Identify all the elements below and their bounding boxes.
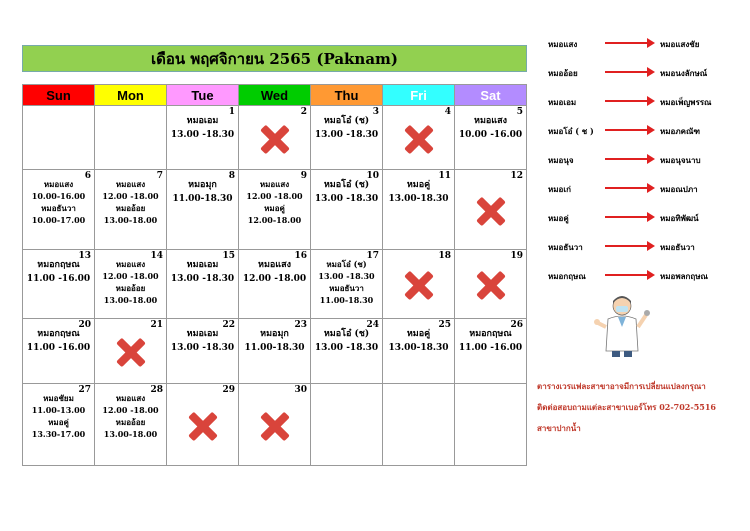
doctor-name: หมอธันวา [41,203,76,213]
short-name: หมออ้อย [548,68,578,78]
doctor-name: หมอแสง [259,179,290,189]
shift-time: 11.00-18.30 [319,295,374,305]
doctor-name: หมอแสง [43,179,74,189]
shift-time: 10.00-16.00 [31,191,86,201]
day-number: 22 [222,320,235,330]
calendar-day-cell [95,106,167,170]
calendar-day-cell [383,250,455,319]
legend-row [548,33,748,62]
calendar-day-cell [311,384,383,466]
day-number: 13 [78,251,91,261]
shift-info [95,170,166,226]
short-name: หมอธันวา [548,242,583,252]
doctor-name: หมอโอ๋ (ช) [323,180,370,190]
calendar-week-row [23,106,527,170]
doctor-name: หมอคู่ [264,203,285,213]
doctor-name: หมอคู่ [48,417,69,427]
day-number: 24 [366,320,379,330]
shift-time: 13.00 -18.30 [314,343,379,353]
shift-time: 12.00-18.00 [247,215,302,225]
legend-row [548,178,748,207]
calendar-day-cell [95,319,167,384]
shift-time: 13.30-17.00 [31,429,86,439]
calendar-day-cell [383,319,455,384]
full-name: หมอทิพัฒน์ [660,213,699,223]
doctor-name: หมอเอม [186,260,219,270]
short-name: หมอนุจ [548,155,574,165]
doctor-name: หมอมุก [188,180,217,190]
calendar-day-cell [311,106,383,170]
doctor-name: หมอคู่ [406,180,431,190]
doctor-name: หมออ้อย [115,417,146,427]
day-header-sun: Sun [23,85,95,106]
legend-row [548,207,748,236]
calendar-day-cell [23,250,95,319]
doctor-name: หมอกฤษณ [37,329,80,339]
calendar-day-cell [455,319,527,384]
legend-row [548,149,748,178]
calendar-day-cell [383,106,455,170]
doctor-name: หมอธันวา [329,283,364,293]
doctor-name: หมออ้อย [115,203,146,213]
closed-x-icon [404,271,434,301]
day-number: 27 [78,385,91,395]
legend-row [548,265,748,294]
doctor-name: หมอแสง [115,179,146,189]
calendar-day-cell [95,384,167,466]
closed-x-icon [404,124,434,154]
branch-note: สาขาปากน้ำ [537,423,581,433]
day-number: 21 [150,320,163,330]
arrow-right-icon [605,71,653,73]
full-name: หมอธันวา [660,242,695,252]
doctor-name: หมอแสง [258,260,291,270]
calendar-day-cell [23,384,95,466]
shift-time: 13.00-18.00 [103,295,158,305]
shift-time: 13.00 -18.30 [170,343,235,353]
full-name: หมอแสงชัย [660,39,700,49]
doctor-name-legend [548,33,748,294]
doctor-name: หมอโอ๋ (ช) [326,259,367,269]
calendar-day-cell [95,250,167,319]
closed-x-icon [116,338,146,368]
day-number: 26 [510,320,523,330]
day-number: 12 [510,171,523,181]
day-number: 2 [300,107,307,117]
calendar-day-cell [167,319,239,384]
full-name: หมอณปภา [660,184,698,194]
arrow-right-icon [605,274,653,276]
calendar-day-cell [311,319,383,384]
doctor-name: หมอมุก [260,329,289,339]
closed-x-icon [476,271,506,301]
shift-time: 13.00 -18.30 [170,274,235,284]
shift-time: 13.00 -18.30 [318,271,375,281]
doctor-name: หมอแสง [474,116,507,126]
doctor-name: หมอโอ๋ (ช) [323,329,370,339]
shift-time: 12.00 -18.00 [242,274,307,284]
full-name: หมอนงลักษณ์ [660,68,708,78]
day-number: 20 [78,320,91,330]
shift-info [311,106,382,142]
day-header-sat: Sat [455,85,527,106]
calendar-day-cell [383,170,455,250]
doctor-name: หมอกฤษณ [469,329,512,339]
legend-row [548,91,748,120]
shift-info [455,106,526,142]
day-number: 30 [294,385,307,395]
arrow-right-icon [605,245,653,247]
calendar-week-row [23,250,527,319]
shift-time: 13.00 -18.30 [314,130,379,140]
calendar-day-cell [311,250,383,319]
shift-info [239,170,310,226]
day-number: 7 [156,171,163,181]
shift-time: 12.00 -18.00 [102,271,159,281]
shift-time: 11.00-13.00 [31,405,86,415]
shift-time: 11.00-18.30 [244,343,305,353]
day-number: 23 [294,320,307,330]
closed-x-icon [260,124,290,154]
calendar-day-cell [239,106,311,170]
shift-time: 13.00-18.00 [103,215,158,225]
day-header-tue: Tue [167,85,239,106]
calendar [22,45,527,466]
doctor-name: หมอคู่ [406,329,431,339]
shift-time: 13.00-18.30 [388,343,449,353]
day-number: 4 [444,107,451,117]
doctor-name: หมอชัยม [43,393,74,403]
short-name: หมอกฤษณ [548,271,586,281]
calendar-day-cell [455,170,527,250]
arrow-right-icon [605,42,653,44]
short-name: หมอคู่ [548,213,569,223]
shift-info [167,106,238,142]
legend-row [548,62,748,91]
calendar-day-cell [23,106,95,170]
doctor-name: หมอแสง [115,393,146,403]
shift-time: 13.00 -18.30 [170,130,235,140]
day-header-mon: Mon [95,85,167,106]
short-name: หมอเก่ [548,184,571,194]
shift-time: 12.00 -18.00 [102,405,159,415]
calendar-day-cell [167,170,239,250]
full-name: หมอพลกฤษณ [660,271,708,281]
doctor-name: หมอเอม [186,116,219,126]
shift-time: 13.00-18.00 [103,429,158,439]
day-number: 18 [438,251,451,261]
day-number: 3 [372,107,379,117]
shift-time: 11.00 -16.00 [26,343,91,353]
closed-x-icon [476,196,506,226]
day-number: 25 [438,320,451,330]
calendar-day-cell [239,319,311,384]
arrow-right-icon [605,129,653,131]
calendar-day-cell [167,250,239,319]
calendar-day-cell [167,384,239,466]
calendar-day-cell [383,384,455,466]
calendar-day-cell [167,106,239,170]
full-name: หมอนุจนาบ [660,155,701,165]
calendar-day-cell [23,170,95,250]
shift-time: 10.00 -16.00 [458,130,523,140]
day-number: 8 [228,171,235,181]
day-number: 1 [228,107,235,117]
day-header-thu: Thu [311,85,383,106]
closed-x-icon [188,411,218,441]
shift-time: 12.00 -18.00 [246,191,303,201]
day-number: 9 [300,171,307,181]
day-number: 11 [438,171,451,181]
calendar-day-cell [455,250,527,319]
doctor-name: หมออ้อย [115,283,146,293]
closed-x-icon [260,411,290,441]
legend-row [548,236,748,265]
shift-time: 11.00-18.30 [172,194,233,204]
calendar-day-cell [311,170,383,250]
full-name: หมอภคณัฑ [660,126,701,136]
legend-row [548,120,748,149]
short-name: หมอเอม [548,97,577,107]
calendar-day-cell [239,250,311,319]
day-number: 19 [510,251,523,261]
doctor-name: หมอเอม [186,329,219,339]
day-number: 29 [222,385,235,395]
calendar-week-row [23,319,527,384]
shift-time: 11.00 -16.00 [458,343,523,353]
calendar-day-cell [239,170,311,250]
day-number: 28 [150,385,163,395]
shift-time: 12.00 -18.00 [102,191,159,201]
short-name: หมอแสง [548,39,578,49]
day-number: 5 [516,107,523,117]
calendar-day-cell [455,106,527,170]
doctor-name: หมอกฤษณ [37,260,80,270]
day-number: 6 [84,171,91,181]
doctor-name: หมอแสง [115,259,146,269]
calendar-grid [22,84,527,466]
shift-info [23,170,94,226]
calendar-week-row [23,170,527,250]
calendar-week-row [23,384,527,466]
arrow-right-icon [605,100,653,102]
day-number: 16 [294,251,307,261]
schedule-change-note: ตารางเวรแพ่ละสาขาอาจมีการเปลี่ยนแปลงกรุณา [537,381,706,391]
doctor-illustration-icon [592,293,652,359]
arrow-right-icon [605,158,653,160]
shift-time: 13.00-18.30 [388,194,449,204]
calendar-day-cell [23,319,95,384]
day-number: 14 [150,251,163,261]
day-number: 17 [366,251,379,261]
shift-time: 11.00 -16.00 [26,274,91,284]
doctor-name: หมอโอ๋ (ช) [323,116,370,126]
calendar-day-cell [455,384,527,466]
shift-info [167,170,238,206]
shift-time: 13.00 -18.30 [314,194,379,204]
day-header-fri: Fri [383,85,455,106]
day-header-wed: Wed [239,85,311,106]
short-name: หมอโอ๋ ( ช ) [548,126,594,136]
shift-time: 10.00-17.00 [31,215,86,225]
day-number: 10 [366,171,379,181]
arrow-right-icon [605,216,653,218]
calendar-day-cell [239,384,311,466]
contact-phone-note: ติดต่อสอบถามแต่ละสาขาเบอร์โทร 02-702-5516 [537,402,716,412]
calendar-day-cell [95,170,167,250]
day-number: 15 [222,251,235,261]
arrow-right-icon [605,187,653,189]
calendar-title: เดือน พฤศจิกายน 2565 (Paknam) [22,45,527,72]
full-name: หมอเพ็ญพรรณ [660,97,712,107]
